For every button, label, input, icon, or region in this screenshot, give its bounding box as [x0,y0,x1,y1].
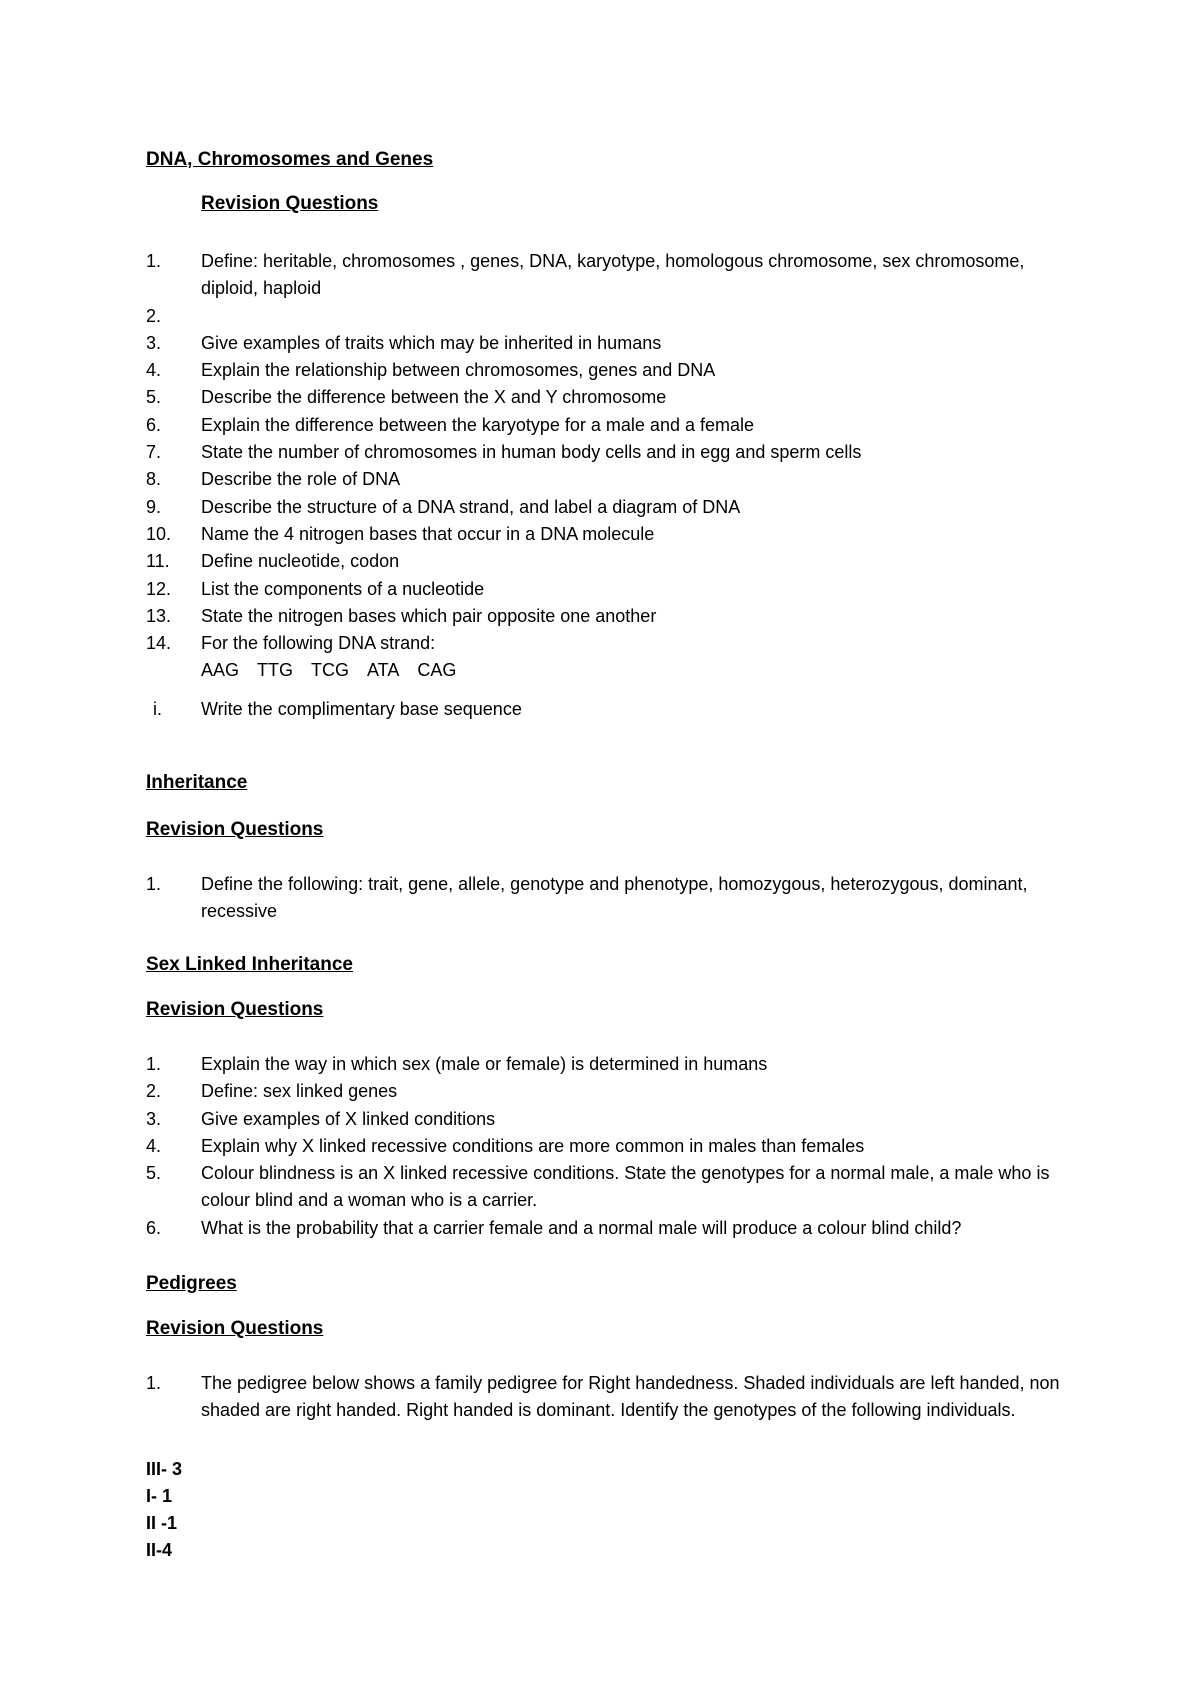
list-item: 1. Explain the way in which sex (male or female) is determined in humans [146,1054,768,1074]
list-item: 12. List the components of a nucleotide [146,578,485,599]
inheritance-question-list [0,871,1200,926]
section-subtitle-dna: Revision Questions [201,193,379,214]
list-item: 5. Describe the difference between the X and Y chromosome [146,387,667,408]
section-title-sex-linked: Sex Linked Inheritance [146,954,353,975]
list-item: 13. State the nitrogen bases which pair opposite one another [146,605,657,626]
section-subtitle-inheritance: Revision Questions [146,819,324,840]
list-item: 11. Define nucleotide, codon [146,551,400,572]
individual-label: III- 3 [146,1459,183,1479]
pedigree-question-list [0,1370,1200,1425]
list-item: 4. Explain the relationship between chromosomes, genes and DNA [146,360,716,381]
dna-question-list [0,248,1200,685]
list-item: 8. Describe the role of DNA [146,469,401,490]
individual-label: II -1 [146,1513,178,1533]
sub-item-number: i. [153,699,162,719]
section-title-pedigrees: Pedigrees [146,1273,237,1294]
sub-item-text: Write the complimentary base sequence [201,699,522,719]
list-item: 1. Define: heritable, chromosomes , genes, DNA, karyotype, homologous chromosome, sex chromosome, diploid, haploid [146,251,1025,299]
list-item: 2. Define: sex linked genes [146,1081,398,1102]
list-item: 3. Give examples of X linked conditions [146,1108,496,1129]
section-title-dna: DNA, Chromosomes and Genes [146,149,434,170]
list-item: 9. Describe the structure of a DNA strand, and label a diagram of DNA [146,496,741,517]
list-item: 10. Name the 4 nitrogen bases that occur in a DNA molecule [146,523,655,544]
individual-label: I- 1 [146,1486,173,1506]
individual-label: II-4 [146,1540,173,1560]
pedigree-individuals [146,1456,182,1564]
list-item: 4. Explain why X linked recessive conditions are more common in males than females [146,1135,865,1156]
section-title-inheritance: Inheritance [146,772,248,793]
list-item: 3. Give examples of traits which may be inherited in humans [146,332,662,353]
dna-sequence: AAG TTG TCG ATA CAG [201,660,457,681]
list-item: 6. What is the probability that a carrier female and a normal male will produce a colour blind child? [146,1217,962,1238]
list-item: 2. [146,305,162,326]
list-item: 14. For the following DNA strand: AAG TTG TCG ATA CAG [0,630,1200,685]
section-subtitle-pedigrees: Revision Questions [146,1318,324,1339]
list-item: 1. Define the following: trait, gene, allele, genotype and phenotype, homozygous, heterozygous, dominant, recessive [146,874,1028,922]
list-item: 6. Explain the difference between the karyotype for a male and a female [146,414,755,435]
list-item: 1. The pedigree below shows a family pedigree for Right handedness. Shaded individuals are left handed, non shaded are right handed. Right handed is dominant. Identify the genotypes of the following individuals. [146,1373,1060,1421]
section-subtitle-sex-linked: Revision Questions [146,999,324,1020]
sex-linked-question-list [0,1051,1200,1242]
list-item: 7. State the number of chromosomes in human body cells and in egg and sperm cells [146,442,862,463]
list-item: 5. Colour blindness is an X linked recessive conditions. State the genotypes for a normal male, a male who is colour blind and a woman who is a carrier. [146,1163,1050,1211]
